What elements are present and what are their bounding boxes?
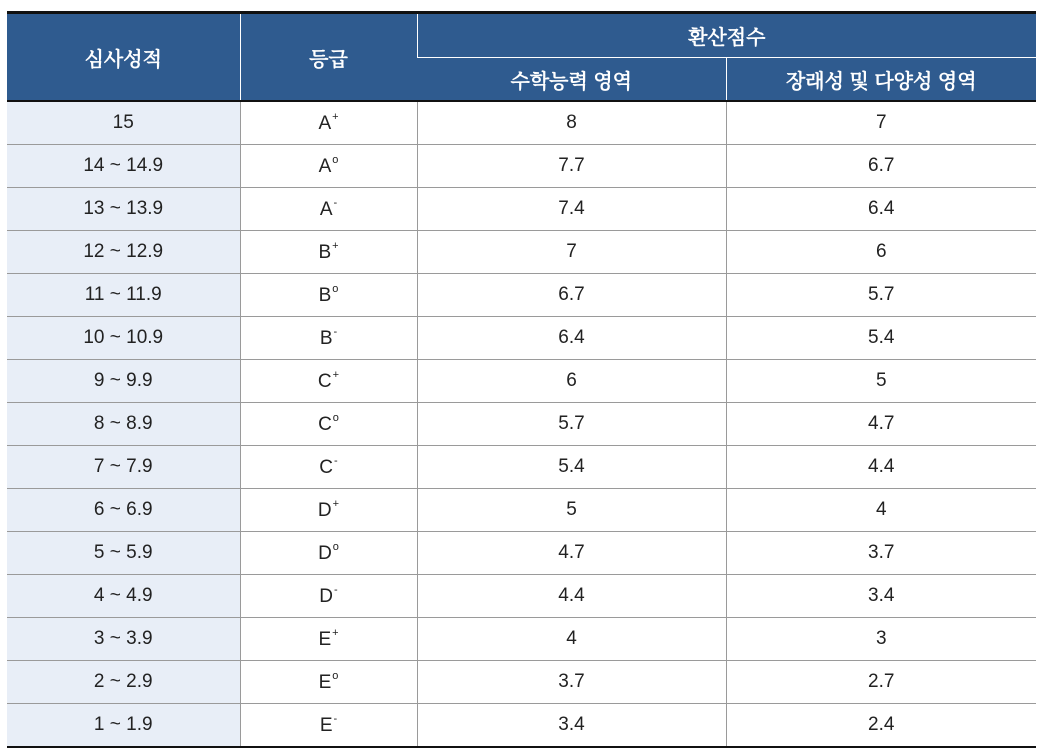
potential-diversity-score-cell: 5.4 xyxy=(726,317,1036,360)
table-row xyxy=(7,274,1036,317)
academic-ability-score-cell: 5.7 xyxy=(417,403,726,446)
potential-diversity-score-cell: 5.7 xyxy=(726,274,1036,317)
table-row xyxy=(7,446,1036,489)
grade-cell xyxy=(240,145,417,188)
score-range-cell: 2 ~ 2.9 xyxy=(7,661,240,704)
table-row xyxy=(7,360,1036,403)
grade-modifier: + xyxy=(332,369,340,381)
potential-diversity-score-cell: 4.4 xyxy=(726,446,1036,489)
score-range-cell: 4 ~ 4.9 xyxy=(7,575,240,618)
potential-diversity-score-cell: 2.7 xyxy=(726,661,1036,704)
score-range-cell: 6 ~ 6.9 xyxy=(7,489,240,532)
potential-diversity-score-cell: 2.4 xyxy=(726,704,1036,748)
grade-cell xyxy=(240,188,417,231)
grade-letter: C xyxy=(317,371,332,392)
grade-letter: C xyxy=(319,457,334,478)
table-row xyxy=(7,532,1036,575)
potential-diversity-score-cell: 3 xyxy=(726,618,1036,661)
table-row xyxy=(7,145,1036,188)
grade-cell xyxy=(240,403,417,446)
grade-letter: E xyxy=(318,629,332,650)
table-row xyxy=(7,317,1036,360)
table-row xyxy=(7,188,1036,231)
grade-letter: C xyxy=(318,414,332,435)
potential-diversity-score-cell: 3.4 xyxy=(726,575,1036,618)
potential-diversity-score-cell: 6.4 xyxy=(726,188,1036,231)
grade-cell xyxy=(240,446,417,489)
grade-letter: B xyxy=(318,242,332,263)
score-range-cell: 13 ~ 13.9 xyxy=(7,188,240,231)
potential-diversity-score-cell: 4 xyxy=(726,489,1036,532)
grade-cell xyxy=(240,575,417,618)
academic-ability-score-cell: 7 xyxy=(417,231,726,274)
grade-letter: D xyxy=(317,500,332,521)
score-range-cell: 9 ~ 9.9 xyxy=(7,360,240,403)
academic-ability-score-cell: 4.4 xyxy=(417,575,726,618)
academic-ability-score-cell: 3.4 xyxy=(417,704,726,748)
score-range-cell: 1 ~ 1.9 xyxy=(7,704,240,748)
potential-diversity-score-cell: 7 xyxy=(726,101,1036,145)
table-row xyxy=(7,231,1036,274)
header-grade: 등급 xyxy=(240,13,417,102)
score-range-cell: 14 ~ 14.9 xyxy=(7,145,240,188)
grade-modifier: - xyxy=(333,197,338,209)
academic-ability-score-cell: 6.7 xyxy=(417,274,726,317)
table-row xyxy=(7,661,1036,704)
grade-cell xyxy=(240,317,417,360)
grade-cell xyxy=(240,231,417,274)
grade-cell xyxy=(240,360,417,403)
grade-modifier: - xyxy=(334,584,338,596)
grade-modifier: - xyxy=(333,713,338,725)
grade-conversion-table-container xyxy=(7,11,1036,748)
grade-cell xyxy=(240,532,417,575)
academic-ability-score-cell: 7.4 xyxy=(417,188,726,231)
grade-modifier: + xyxy=(332,240,339,252)
academic-ability-score-cell: 5 xyxy=(417,489,726,532)
grade-letter: A xyxy=(318,113,332,134)
header-potential-diversity: 장래성 및 다양성 영역 xyxy=(726,58,1036,102)
grade-cell xyxy=(240,489,417,532)
score-range-cell: 10 ~ 10.9 xyxy=(7,317,240,360)
grade-modifier: o xyxy=(332,541,339,553)
grade-modifier: o xyxy=(332,412,339,424)
header-score: 심사성적 xyxy=(7,13,240,102)
academic-ability-score-cell: 4 xyxy=(417,618,726,661)
grade-conversion-table xyxy=(7,11,1036,748)
table-row xyxy=(7,704,1036,748)
academic-ability-score-cell: 4.7 xyxy=(417,532,726,575)
potential-diversity-score-cell: 3.7 xyxy=(726,532,1036,575)
grade-letter: D xyxy=(319,586,334,607)
academic-ability-score-cell: 6 xyxy=(417,360,726,403)
potential-diversity-score-cell: 5 xyxy=(726,360,1036,403)
grade-modifier: - xyxy=(334,455,338,467)
score-range-cell: 8 ~ 8.9 xyxy=(7,403,240,446)
grade-modifier: o xyxy=(332,154,339,166)
grade-modifier: o xyxy=(332,283,339,295)
table-body xyxy=(7,101,1036,747)
score-range-cell: 15 xyxy=(7,101,240,145)
grade-letter: A xyxy=(318,156,332,177)
header-academic-ability: 수학능력 영역 xyxy=(417,58,726,102)
potential-diversity-score-cell: 6.7 xyxy=(726,145,1036,188)
score-range-cell: 11 ~ 11.9 xyxy=(7,274,240,317)
table-row xyxy=(7,489,1036,532)
table-row xyxy=(7,101,1036,145)
grade-modifier: - xyxy=(333,326,338,338)
grade-letter: B xyxy=(319,328,333,349)
potential-diversity-score-cell: 6 xyxy=(726,231,1036,274)
table-row xyxy=(7,403,1036,446)
score-range-cell: 12 ~ 12.9 xyxy=(7,231,240,274)
grade-cell xyxy=(240,101,417,145)
grade-modifier: + xyxy=(332,498,340,510)
grade-modifier: o xyxy=(332,670,339,682)
grade-letter: A xyxy=(319,199,333,220)
academic-ability-score-cell: 8 xyxy=(417,101,726,145)
grade-letter: E xyxy=(319,715,333,736)
table-row xyxy=(7,575,1036,618)
score-range-cell: 3 ~ 3.9 xyxy=(7,618,240,661)
potential-diversity-score-cell: 4.7 xyxy=(726,403,1036,446)
score-range-cell: 7 ~ 7.9 xyxy=(7,446,240,489)
grade-cell xyxy=(240,274,417,317)
table-header xyxy=(7,13,1036,102)
academic-ability-score-cell: 3.7 xyxy=(417,661,726,704)
grade-letter: D xyxy=(318,543,332,564)
grade-cell xyxy=(240,618,417,661)
table-row xyxy=(7,618,1036,661)
grade-letter: E xyxy=(318,672,332,693)
grade-letter: B xyxy=(318,285,332,306)
grade-cell xyxy=(240,704,417,748)
academic-ability-score-cell: 6.4 xyxy=(417,317,726,360)
grade-modifier: + xyxy=(332,111,339,123)
academic-ability-score-cell: 7.7 xyxy=(417,145,726,188)
grade-cell xyxy=(240,661,417,704)
grade-modifier: + xyxy=(332,627,339,639)
score-range-cell: 5 ~ 5.9 xyxy=(7,532,240,575)
header-converted-score: 환산점수 xyxy=(417,13,1036,58)
academic-ability-score-cell: 5.4 xyxy=(417,446,726,489)
